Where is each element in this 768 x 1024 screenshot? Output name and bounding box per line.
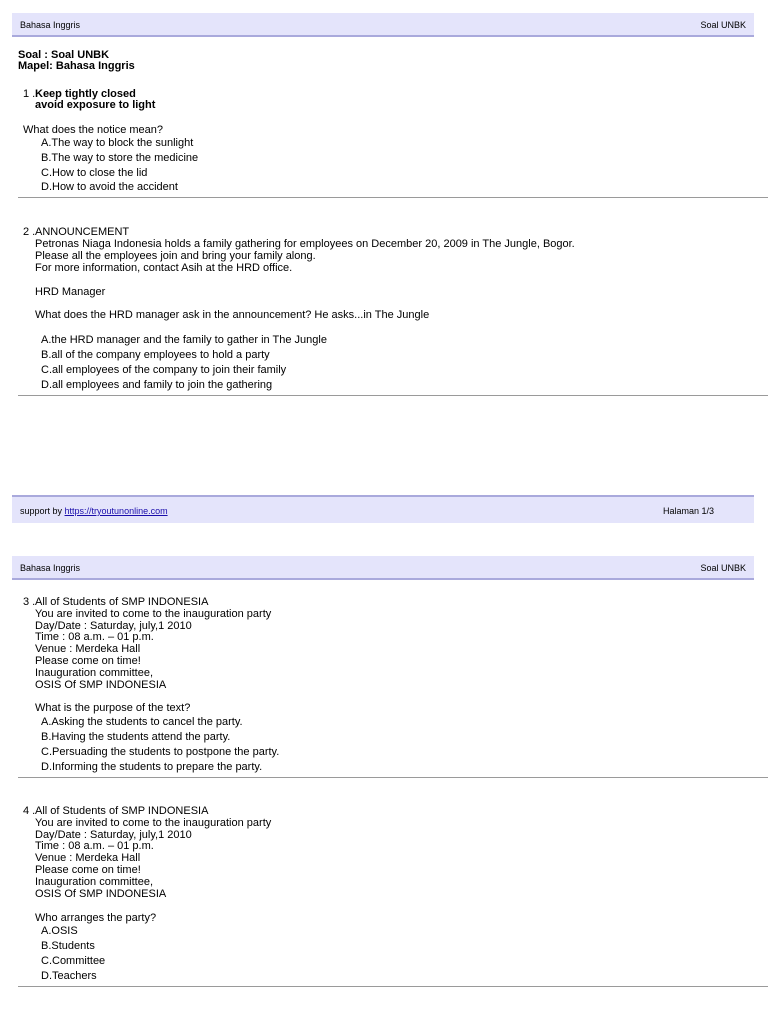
q1-option-b[interactable]: B.The way to store the medicine: [41, 152, 199, 164]
q3-option-c[interactable]: C.Persuading the students to postpone the party.: [41, 746, 280, 758]
q1-notice-line: Keep tightly closed: [35, 88, 136, 100]
q2-number: 2 .: [23, 226, 36, 238]
q4-option-d[interactable]: D.Teachers: [41, 970, 97, 982]
q4-option-b[interactable]: B.Students: [41, 940, 95, 952]
q3-text-line: Inauguration committee,: [35, 667, 154, 679]
q3-option-a[interactable]: A.Asking the students to cancel the party.: [41, 716, 243, 728]
q4-text-line: Venue : Merdeka Hall: [35, 852, 141, 864]
q1-option-d[interactable]: D.How to avoid the accident: [41, 181, 178, 193]
header-exam: Soal UNBK: [700, 563, 746, 573]
q4-text-line: Time : 08 a.m. – 01 p.m.: [35, 840, 154, 852]
q4-text-line: Please come on time!: [35, 864, 141, 876]
header-subject: Bahasa Inggris: [20, 20, 81, 30]
q3-text-line: OSIS Of SMP INDONESIA: [35, 679, 167, 691]
divider: [18, 197, 768, 198]
divider: [18, 777, 768, 778]
q3-number: 3 .: [23, 596, 36, 608]
q4-text-line: Inauguration committee,: [35, 876, 154, 888]
q2-body-line: Petronas Niaga Indonesia holds a family gathering for employees on December 20, 2009 in The Jungle, Bogor.: [35, 238, 575, 250]
header-subject: Bahasa Inggris: [20, 563, 81, 573]
q2-signer: HRD Manager: [35, 286, 106, 298]
page-footer: [12, 495, 754, 523]
q4-option-a[interactable]: A.OSIS: [41, 925, 78, 937]
footer-page-number: Halaman 1/3: [662, 506, 714, 516]
q3-text-line: Time : 08 a.m. – 01 p.m.: [35, 631, 154, 643]
footer-support: [20, 505, 168, 517]
exam-title: Soal : Soal UNBK: [18, 49, 110, 61]
q1-notice-line: avoid exposure to light: [35, 99, 156, 111]
q4-option-c[interactable]: C.Committee: [41, 955, 106, 967]
header-exam: Soal UNBK: [700, 20, 746, 30]
q3-text-line: Venue : Merdeka Hall: [35, 643, 141, 655]
q2-option-a[interactable]: A.the HRD manager and the family to gather in The Jungle: [41, 334, 327, 346]
q4-text-line: You are invited to come to the inauguration party: [35, 817, 272, 829]
q3-question: What is the purpose of the text?: [35, 702, 191, 714]
q1-option-a[interactable]: A.The way to block the sunlight: [41, 137, 194, 149]
q1-option-c[interactable]: C.How to close the lid: [41, 167, 148, 179]
page-header: [12, 556, 754, 580]
q2-option-c[interactable]: C.all employees of the company to join their family: [41, 364, 287, 376]
q2-option-d[interactable]: D.all employees and family to join the gathering: [41, 379, 273, 391]
q4-text-line: OSIS Of SMP INDONESIA: [35, 888, 167, 900]
q2-option-b[interactable]: B.all of the company employees to hold a party: [41, 349, 270, 361]
q3-text-line: You are invited to come to the inauguration party: [35, 608, 272, 620]
q4-text-line: All of Students of SMP INDONESIA: [35, 805, 209, 817]
q4-question: Who arranges the party?: [35, 912, 157, 924]
q4-number: 4 .: [23, 805, 36, 817]
q3-option-b[interactable]: B.Having the students attend the party.: [41, 731, 231, 743]
q1-number: 1 .: [23, 88, 36, 100]
q3-text-line: Please come on time!: [35, 655, 141, 667]
q2-question: What does the HRD manager ask in the announcement? He asks...in The Jungle: [35, 309, 430, 321]
footer-link[interactable]: https://tryoutunonline.com: [64, 506, 168, 516]
divider: [18, 986, 768, 987]
divider: [18, 395, 768, 396]
q2-title: ANNOUNCEMENT: [35, 226, 130, 238]
q3-option-d[interactable]: D.Informing the students to prepare the party.: [41, 761, 263, 773]
footer-support-label: support by: [20, 506, 65, 516]
q3-text-line: Day/Date : Saturday, july,1 2010: [35, 620, 192, 632]
page-header: [12, 13, 754, 37]
q2-body-line: Please all the employees join and bring your family along.: [35, 250, 316, 262]
q2-body-line: For more information, contact Asih at the HRD office.: [35, 262, 293, 274]
q3-text-line: All of Students of SMP INDONESIA: [35, 596, 209, 608]
q1-question: What does the notice mean?: [23, 124, 164, 136]
q4-text-line: Day/Date : Saturday, july,1 2010: [35, 829, 192, 841]
subject-title: Mapel: Bahasa Inggris: [18, 60, 135, 72]
